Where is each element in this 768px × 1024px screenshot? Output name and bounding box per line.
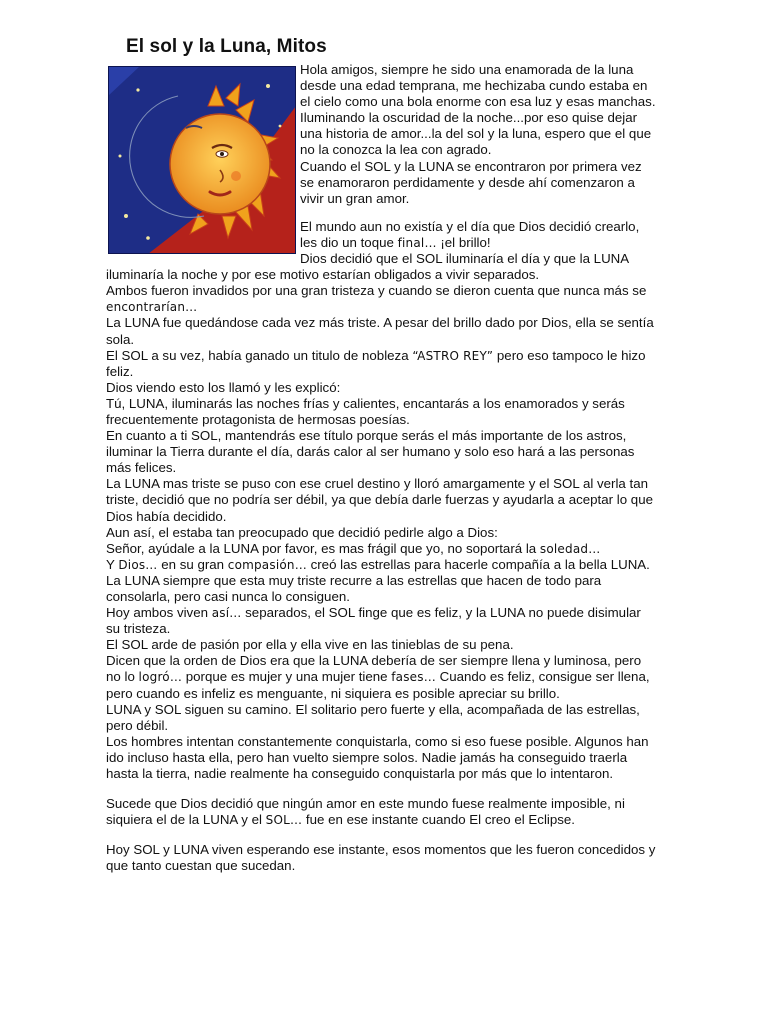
sun-moon-eclipse-illustration <box>108 66 296 254</box>
paragraph-separados: Hoy ambos viven así… separados, el SOL finge que es feliz, y la LUNA no puede disimular su tristeza. <box>106 605 641 637</box>
paragraph-dios-llamo: Dios viendo esto los llamó y les explicó: <box>106 379 341 395</box>
paragraph-consolarla: La LUNA siempre que esta muy triste recurre a las estrellas que hacen de todo para consolarla, pero casi nunca lo consiguen. <box>106 572 602 604</box>
intro-paragraph: Hola amigos, siempre he sido una enamorada de la luna desde una edad temprana, me hechizaba cundo estaba en el cielo como una bola enorme con esa luz y esas manchas. Iluminando la oscuridad de la noche...por eso quise dejar una historia de amor...la del sol y la luna, espero que el que no la conozca la lea con agrado. <box>106 62 658 159</box>
paragraph-ti-sol: En cuanto a ti SOL, mantendrás ese título porque serás el más importante de los astros, iluminar la Tierra durante el día, darás calor al ser humano y solo eso hará a las personas más felices. <box>106 428 635 476</box>
paragraph-luna-triste: La LUNA fue quedándose cada vez más triste. A pesar del brillo dado por Dios, ella se sentía sola. <box>106 315 654 347</box>
paragraph-astro-rey: El SOL a su vez, había ganado un titulo de nobleza “ASTRO REY” pero eso tampoco le hizo feliz. <box>106 347 646 379</box>
paragraph-fases: Dicen que la orden de Dios era que la LUNA debería de ser siempre llena y luminosa, pero no lo logró… porque es mujer y una mujer tiene fases… Cuando es feliz, consigue ser llena, pero cuando es infeliz es menguante, ni siquiera es posible apreciar su brillo. <box>106 653 650 701</box>
document-body <box>106 62 658 875</box>
paragraph-encuentro: Cuando el SOL y la LUNA se encontraron por primera vez se enamoraron perdidamente y desde ahí comenzaron a vivir un gran amor. <box>300 158 642 206</box>
paragraph-estrellas: Y Dios… en su gran compasión… creó las estrellas para hacerle compañía a la bella LUNA. <box>106 556 650 572</box>
paragraph-mundo: El mundo aun no existía y el día que Dios decidió crearlo, les dio un toque final… ¡el brillo! <box>300 218 640 250</box>
paragraph-hombres: Los hombres intentan constantemente conquistarla, como si eso fuese posible. Algunos han ido incluso hasta ella, pero han vuelto siempre solos. Nadie jamás ha conseguido traerla hasta la tierra, nadie realmente ha conseguido conquistarla por más que lo intentaron. <box>106 733 649 782</box>
paragraph-hoy: Hoy SOL y LUNA viven esperando ese instante, esos momentos que les fueron concedidos y que tanto cuestan que sucedan. <box>106 842 656 874</box>
paragraph-eclipse: Sucede que Dios decidió que ningún amor en este mundo fuese realmente imposible, ni siquiera el de la LUNA y el SOL… fue en ese instante cuando El creo el Eclipse. <box>106 796 625 828</box>
paragraph-senor: Señor, ayúdale a la LUNA por favor, es mas frágil que yo, no soportará la soledad… <box>106 540 601 556</box>
paragraph-preocupado: Aun así, el estaba tan preocupado que decidió pedirle algo a Dios: <box>106 524 498 540</box>
paragraph-camino: LUNA y SOL siguen su camino. El solitario pero fuerte y ella, acompañada de las estrellas, pero débil. <box>106 701 640 733</box>
paragraph-tu-luna: Tú, LUNA, iluminarás las noches frías y calientes, encantarás a los enamorados y serás frecuentemente protagonista de hermosas poesías. <box>106 395 625 427</box>
paragraph-pasion: El SOL arde de pasión por ella y ella vive en las tinieblas de su pena. <box>106 637 514 653</box>
paragraph-decision: Dios decidió que el SOL iluminaría el día y que la LUNA iluminaría la noche y por ese motivo estarían obligados a vivir separados. <box>106 251 629 283</box>
paragraph-tristeza: Ambos fueron invadidos por una gran tristeza y cuando se dieron cuenta que nunca más se encontrarían… <box>106 283 647 315</box>
sun-moon-icon <box>108 66 296 254</box>
document-title: El sol y la Luna, Mitos <box>126 36 327 57</box>
paragraph-cruel-destino: La LUNA mas triste se puso con ese cruel destino y lloró amargamente y el SOL al verla tan triste, decidió que no podría ser débil, ya que debía darle fuerzas y ayudarla a aceptar lo que Dios había decidido. <box>106 476 653 524</box>
